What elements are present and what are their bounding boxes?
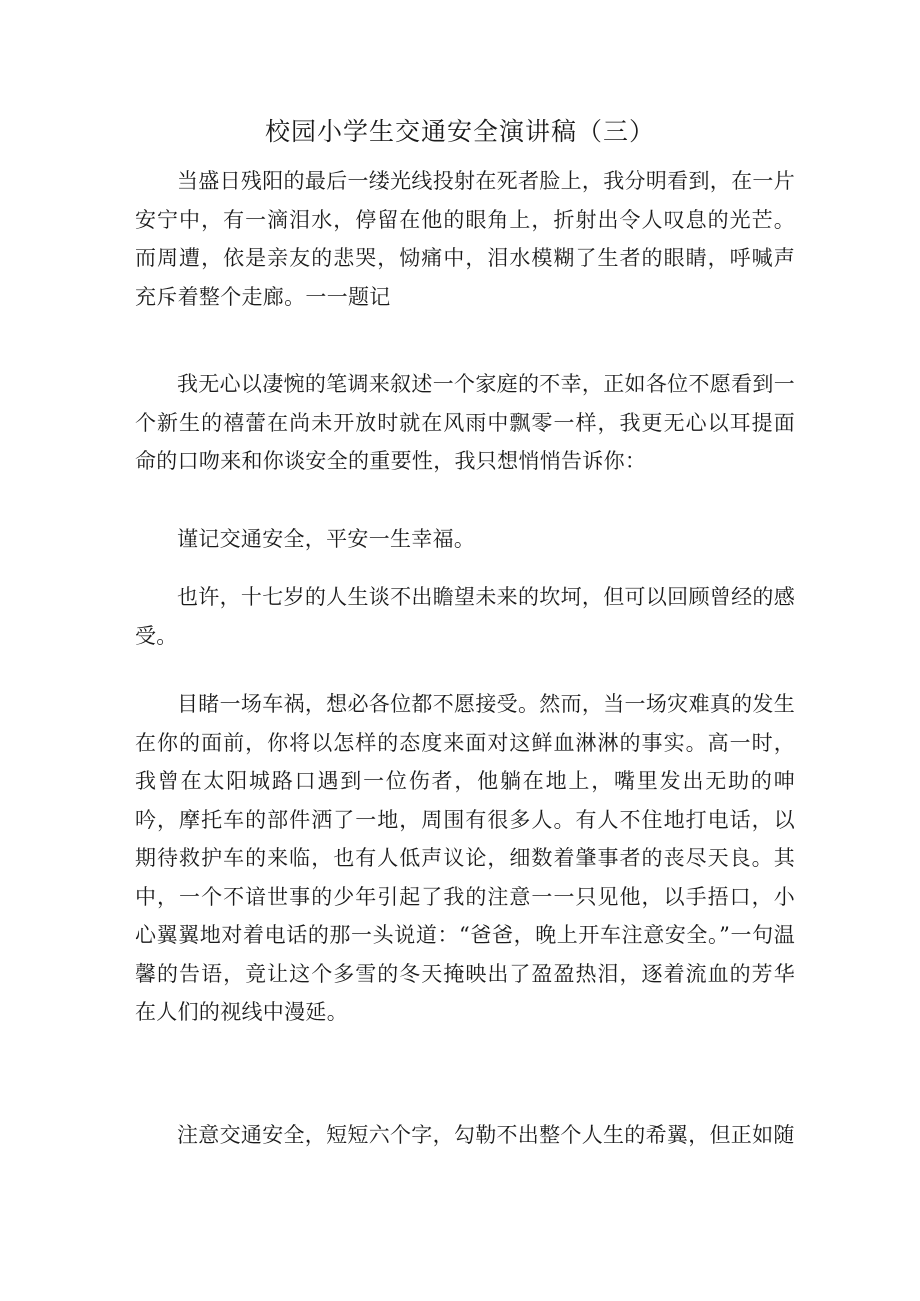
paragraph-intent: 我无心以凄惋的笔调来叙述一个家庭的不幸，正如各位不愿看到一个新生的禧蕾在尚未开放时就在风雨中飘零一样，我更无心以耳提面命的口吻来和你谈安全的重要性，我只想悄悄告诉你： [135,372,795,473]
paragraph-conclusion: 注意交通安全，短短六个字，勾勒不出整个人生的希翼，但正如随 [177,1123,795,1147]
paragraph-epigraph: 当盛日残阳的最后一缕光线投射在死者脸上，我分明看到，在一片安宁中，有一滴泪水，停留在他的眼角上，折射出令人叹息的光芒。而周遭，依是亲友的悲哭，恸痛中，泪水模糊了生者的眼睛，呼喊声充斥着整个走廊。一一题记 [135,169,795,309]
document-title: 校园小学生交通安全演讲稿（三） [264,117,655,146]
paragraph-accident-story: 目睹一场车祸，想必各位都不愿接受。然而，当一场灾难真的发生在你的面前，你将以怎样的态度来面对这鲜血淋淋的事实。高一时，我曾在太阳城路口遇到一位伤者，他躺在地上，嘴里发出无助的呻吟，摩托车的部件洒了一地，周围有很多人。有人不住地打电话，以期待救护车的来临，也有人低声议论，细数着肇事者的丧尽天良。其中，一个不谙世事的少年引起了我的注意一一只见他，以手捂口，小心翼翼地对着电话的那一头说道：“爸爸，晚上开车注意安全。”一句温馨的告语，竟让这个多雪的冬天掩映出了盈盈热泪，逐着流血的芳华在人们的视线中漫延。 [135,692,795,1024]
paragraph-motto: 谨记交通安全，平安一生幸福。 [177,527,476,551]
paragraph-reflection: 也许，十七岁的人生谈不出瞻望未来的坎坷，但可以回顾曾经的感受。 [135,585,795,648]
